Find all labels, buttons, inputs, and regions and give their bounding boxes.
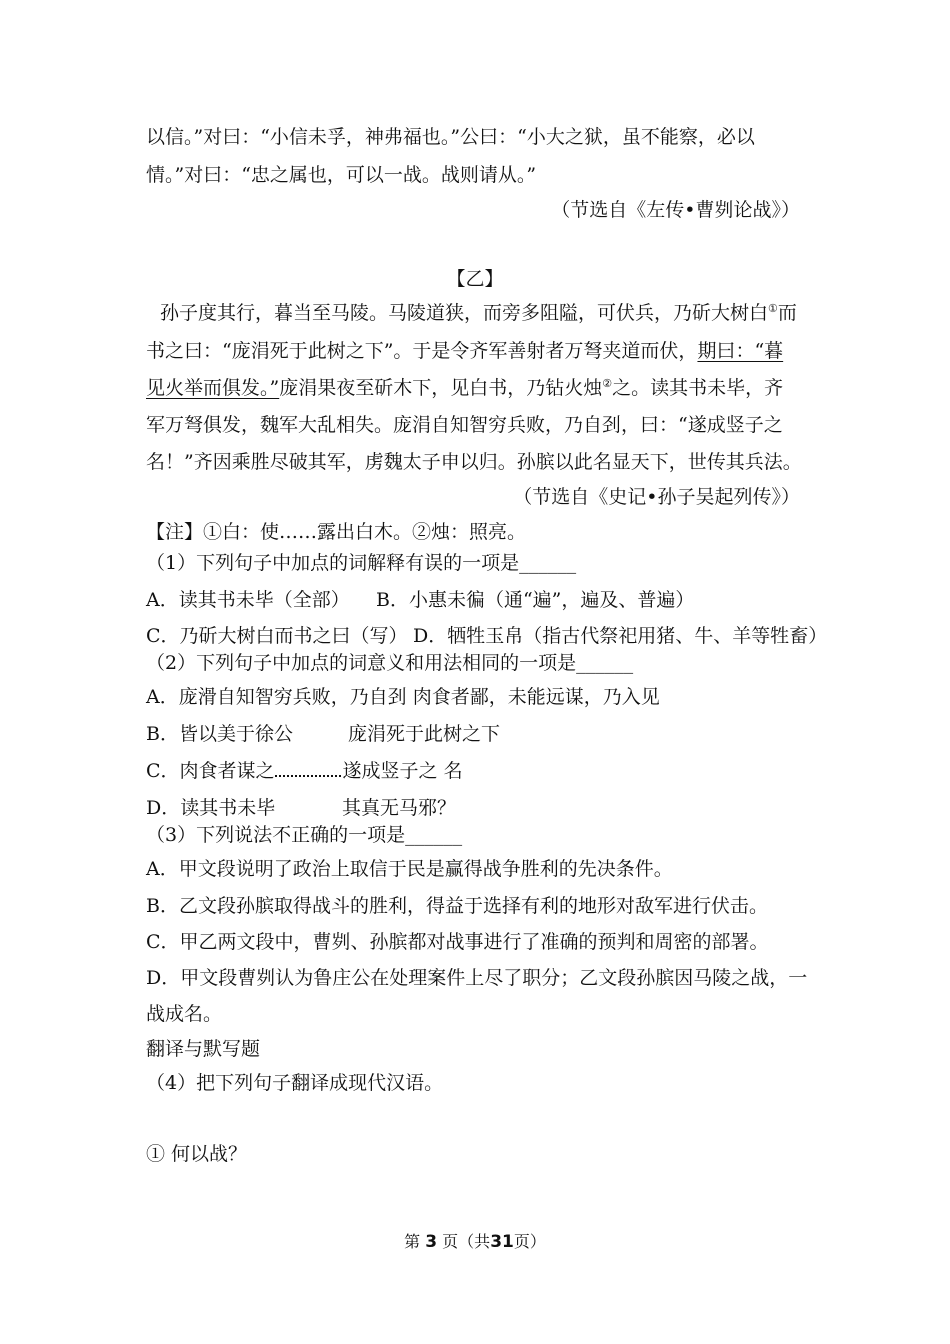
q2-option-b-right: 庞涓死于此树之下 xyxy=(348,723,501,745)
yi-underlined-sentence-start: 期曰：“暮 xyxy=(697,340,784,362)
q1-option-b: B．小惠未徧（通“遍”，遍及、普遍） xyxy=(376,589,695,611)
note-2-mark: ② xyxy=(602,377,613,390)
yi-line-3 xyxy=(146,375,783,401)
q4-item-1: ① 何以战？ xyxy=(146,1143,248,1165)
footer-pre: 第 xyxy=(404,1232,421,1251)
jia-tail-line-1: 以信。”对曰：“小信未孚，神弗福也。”公曰：“小大之狱，虽不能察，必以 xyxy=(146,126,755,148)
footer-post: 页） xyxy=(513,1232,546,1251)
footer-total-pages: 31 xyxy=(490,1232,514,1252)
q3-option-d-line-1: D．甲文段曹刿认为鲁庄公在处理案件上尽了职分；乙文段孙膑因马陵之战，一 xyxy=(146,967,808,989)
q1-option-c: C．乃斫大树白而书之曰（写） xyxy=(146,625,408,647)
q1-option-d: D．牺牲玉帛（指古代祭祀用猪、牛、羊等牲畜） xyxy=(413,625,828,647)
yi-line-3-text-b: 之。读其书未毕，齐 xyxy=(612,377,784,399)
yi-line-2-text: 书之曰：“庞涓死于此树之下”。于是令齐军善射者万弩夹道而伏， xyxy=(146,340,698,362)
q3-option-d-line-2: 战成名。 xyxy=(146,1003,223,1025)
yi-underlined-sentence-end: 见火举而俱发。” xyxy=(146,377,280,399)
q3-stem: （3）下列说法不正确的一项是______ xyxy=(146,824,463,846)
q2-option-c xyxy=(146,758,463,784)
footer-mid: 页（共 xyxy=(442,1232,491,1251)
q3-option-c: C．甲乙两文段中，曹刿、孙膑都对战事进行了准确的预判和周密的部署。 xyxy=(146,931,769,953)
dotted-blank xyxy=(275,759,341,777)
q3-option-a: A．甲文段说明了政治上取信于民是赢得战争胜利的先决条件。 xyxy=(146,858,673,880)
q2-option-d-right: 其真无马邪？ xyxy=(342,797,457,819)
yi-notes: 【注】①白：使……露出白木。②烛：照亮。 xyxy=(146,521,527,543)
yi-line-2 xyxy=(146,338,783,364)
page-footer xyxy=(0,1229,950,1252)
yi-line-5: 名！”齐因乘胜尽破其军，虏魏太子申以归。孙膑以此名显天下，世传其兵法。 xyxy=(146,451,802,473)
yi-line-1 xyxy=(160,300,797,326)
q4-stem: （4）把下列句子翻译成现代汉语。 xyxy=(146,1072,444,1094)
yi-line-4: 军万弩俱发，魏军大乱相失。庞涓自知智穷兵败，乃自刭，曰：“遂成竖子之 xyxy=(146,414,783,436)
q2-option-d-left: D．读其书未毕 xyxy=(146,797,276,819)
note-1-mark: ① xyxy=(768,302,778,315)
q2-stem: （2）下列句子中加点的词意义和用法相同的一项是______ xyxy=(146,652,634,674)
yi-line-1-text-a: 孙子度其行，暮当至马陵。马陵道狭，而旁多阻隘，可伏兵，乃斫大树白 xyxy=(160,302,769,324)
yi-heading: 【乙】 xyxy=(446,268,504,290)
yi-source: （节选自《史记•孙子吴起列传》） xyxy=(513,486,800,508)
q2-option-c-right: 遂成竖子之 名 xyxy=(342,760,463,782)
footer-page-number: 3 xyxy=(425,1232,438,1252)
jia-tail-line-2: 情。”对曰：“忠之属也，可以一战。战则请从。” xyxy=(146,164,537,186)
q2-option-c-left: C．肉食者谋之 xyxy=(146,760,275,782)
q1-option-a: A．读其书未毕（全部） xyxy=(146,589,350,611)
yi-line-1-text-b: 而 xyxy=(777,302,797,324)
section-title: 翻译与默写题 xyxy=(146,1038,261,1060)
q2-option-a: A．庞滑自知智穷兵败，乃自刭 肉食者鄙，未能远谋，乃入见 xyxy=(146,686,660,708)
jia-source: （节选自《左传•曹刿论战》） xyxy=(551,199,800,221)
q2-option-b-left: B．皆以美于徐公 xyxy=(146,723,293,745)
q3-option-b: B．乙文段孙膑取得战斗的胜利，得益于选择有利的地形对敌军进行伏击。 xyxy=(146,895,768,917)
yi-line-3-text-a: 庞涓果夜至斫木下，见白书，乃钻火烛 xyxy=(279,377,603,399)
q1-stem: （1）下列句子中加点的词解释有误的一项是______ xyxy=(146,552,577,574)
